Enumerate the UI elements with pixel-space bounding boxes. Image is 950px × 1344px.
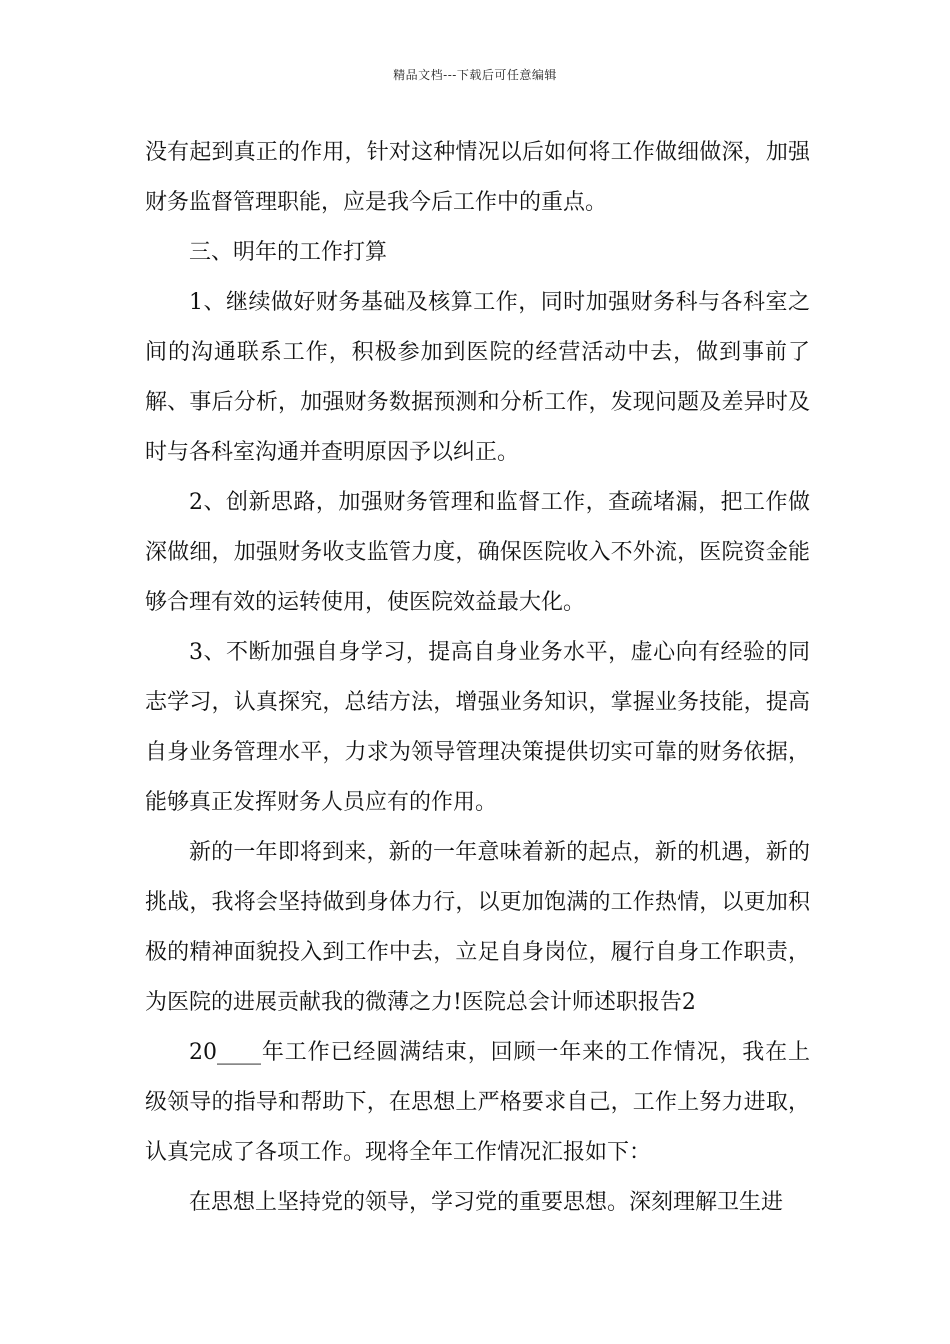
paragraph: 新的一年即将到来，新的一年意味着新的起点，新的机遇，新的挑战，我将会坚持做到身体力行，以更加饱满的工作热情，以更加积极的精神面貌投入到工作中去，立足自身岗位，履行自身工作职责，为医院的进展贡献我的微薄之力!医院总会计师述职报告2	[145, 840, 810, 1015]
page-header: 精品文档---下载后可任意编辑	[393, 68, 557, 82]
document-body	[145, 128, 810, 1228]
paragraph: 2、创新思路，加强财务管理和监督工作，查疏堵漏，把工作做深做细，加强财务收支监管力度，确保医院收入不外流，医院资金能够合理有效的运转使用，使医院效益最大化。	[145, 490, 810, 615]
paragraph: 没有起到真正的作用，针对这种情况以后如何将工作做细做深，加强财务监督管理职能，应是我今后工作中的重点。	[145, 140, 810, 215]
paragraph: 3、不断加强自身学习，提高自身业务水平，虚心向有经验的同志学习，认真探究，总结方法，增强业务知识，掌握业务技能，提高自身业务管理水平，力求为领导管理决策提供切实可靠的财务依据，能够真正发挥财务人员应有的作用。	[145, 640, 810, 815]
paragraph: 20____年工作已经圆满结束，回顾一年来的工作情况，我在上级领导的指导和帮助下，在思想上严格要求自己，工作上努力进取，认真完成了各项工作。现将全年工作情况汇报如下：	[145, 1040, 810, 1165]
paragraph: 1、继续做好财务基础及核算工作，同时加强财务科与各科室之间的沟通联系工作，积极参加到医院的经营活动中去，做到事前了解、事后分析，加强财务数据预测和分析工作，发现问题及差异时及时与各科室沟通并查明原因予以纠正。	[145, 290, 810, 465]
section-heading: 三、明年的工作打算	[189, 240, 388, 265]
paragraph: 在思想上坚持党的领导，学习党的重要思想。深刻理解卫生进	[189, 1190, 784, 1215]
